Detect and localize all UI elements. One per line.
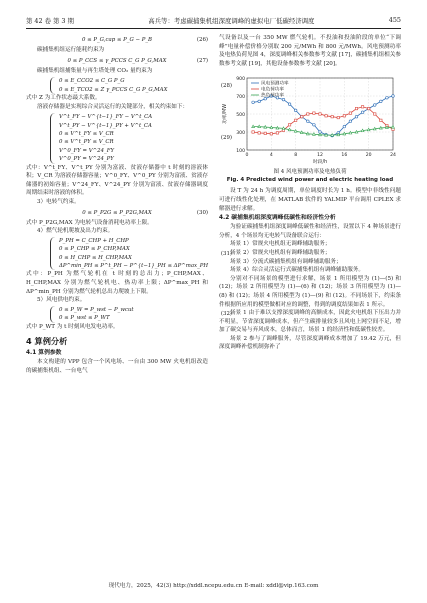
equation-29-line-3: 0 ≤ V^t_FY ≤ V_CR bbox=[59, 131, 114, 137]
paragraph-solver: 设 T 为 24 h 为调度周期，单位调度时长为 1 h。模型中非线性问题可进行线性化处理，在 MATLAB 软件的 YALMIP 平台调用 CPLEX 求解器进行求解。 bbox=[219, 188, 401, 212]
heading-p2g-constraint: 3）电转气约束。 bbox=[37, 199, 80, 205]
data-point bbox=[367, 129, 370, 132]
equation-28-number: (28) bbox=[220, 82, 232, 89]
paragraph-p2g: 式中 P_P2G,MAX 为电转气设备消耗电功率上限。 bbox=[26, 219, 153, 226]
equation-31-number: (31) bbox=[220, 250, 232, 257]
running-header bbox=[26, 14, 401, 26]
data-point bbox=[349, 112, 351, 114]
data-point bbox=[349, 120, 352, 123]
y-tick-label: 500 bbox=[236, 113, 245, 119]
x-tick-label: 12 bbox=[317, 153, 323, 159]
x-tick-label: 24 bbox=[390, 153, 396, 159]
line-chart-svg bbox=[219, 72, 401, 168]
data-point bbox=[301, 116, 303, 118]
data-point bbox=[307, 113, 309, 115]
figure-4-caption-cn: 图 4 风电预测功率及电热负荷 bbox=[273, 169, 347, 176]
equation-29-line-1: V^t_FY − V^{t−1}_FY − V^t_CA bbox=[59, 114, 153, 121]
equation-29-line-6: V^0_PY = V^24_PY bbox=[59, 156, 114, 163]
equation-31 bbox=[50, 237, 232, 271]
data-point bbox=[331, 116, 333, 118]
x-tick-label: 8 bbox=[294, 153, 298, 159]
article-running-title: 高兵等：考虑碳捕集机组深度调峰的虚拟电厂低碳经济调度 bbox=[148, 16, 315, 25]
y-tick-label: 100 bbox=[236, 149, 245, 155]
equation-29-line-4: 0 ≤ V^t_PY ≤ V_CR bbox=[59, 139, 114, 146]
paragraph-scenario-2: 场景 2 参与了调峰服务，尽管深度调峰成本增加了 19.42 万元，但深度调峰补偿机制弥补了 bbox=[219, 335, 401, 351]
data-point bbox=[343, 115, 345, 117]
paragraph-co2-capture: 碳捕集机组捕集量与再生塔处理 CO₂ 量约束为 bbox=[37, 67, 153, 74]
data-point bbox=[379, 127, 382, 130]
paragraph-chp: 式中：P_PH 为燃气轮机在 t 时刻的总出力；P_CHP,MAX、H_CHP,MAX 分别为燃气轮机电、热功率上限；ΔP^max_PH 和 ΔP^min_PH 分别为燃气轮机总出力爬坡上下限。 bbox=[26, 271, 208, 295]
series-line-1 bbox=[253, 96, 393, 136]
equation-29-line-2: V^t_PY − V^{t−1}_PY + V^t_CA bbox=[59, 122, 152, 129]
data-point bbox=[252, 125, 255, 128]
equation-31-line-3: 0 ≤ H_CHP ≤ H_CHP,MAX bbox=[59, 254, 132, 261]
data-point bbox=[361, 106, 363, 108]
paragraph-scenario-1: 场景 1 由于难以支撑深度调峰的高额成本，因此火电机组下压出力并不明显，节省深度调峰成本，但产生碳排量较多且风电上网空间不足，增加了碳交易与弃风成本，总体而言，场景 1 的经济性和低碳性较差。 bbox=[219, 310, 401, 334]
data-point bbox=[306, 133, 309, 136]
equation-27 bbox=[26, 55, 208, 67]
data-point bbox=[392, 95, 395, 98]
section-4-heading: 4 算例分析 bbox=[26, 336, 68, 347]
equation-32-number: (32) bbox=[220, 311, 232, 318]
scenario-3: 场景 3）分流式碳捕集机组有调峰辅助服务； bbox=[230, 258, 342, 265]
x-tick-label: 4 bbox=[269, 153, 273, 159]
data-point bbox=[355, 108, 357, 110]
equation-29-number: (29) bbox=[220, 135, 232, 142]
equation-28 bbox=[50, 77, 232, 94]
equation-27-number: (27) bbox=[196, 57, 208, 64]
data-point bbox=[252, 101, 255, 104]
paragraph-storage-variables: 式中：V^t_FY、V^t_PY 分别为富液、贫液存储器中 t 时刻的溶液体积；V_CR 为溶液存储器容量；V^0_FY、V^0_PY 分别为富液、贫液存储器的初始容量；V^24_FY、V^24_PY 分别为富液、贫液存储器调度周期结束时溶液的体积。 bbox=[26, 164, 208, 197]
data-point bbox=[361, 130, 364, 133]
header-rule bbox=[26, 28, 401, 29]
figure-4-caption-en: Fig. 4 Predicted wind power and electric heating load bbox=[226, 177, 394, 184]
equation-31-line-2: 0 ≤ P_CHP ≤ P_CHP,MAX bbox=[59, 246, 130, 253]
y-tick-label: 900 bbox=[236, 77, 245, 83]
data-point bbox=[343, 126, 346, 129]
data-point bbox=[276, 127, 279, 130]
data-point bbox=[264, 133, 266, 135]
paragraph-wind: 式中 P_WT 为 t 时刻风电发电功率。 bbox=[26, 323, 119, 330]
paragraph-4-2: 为验证碳捕集机组深度调峰低碳性和经济性，设置以下 4 种场景进行分析，4 个场景均无电转气设备联合运行： bbox=[219, 224, 401, 239]
scenario-4: 场景 4）综合灵活运行式碳捕集机组有调峰辅助服务。 bbox=[230, 267, 364, 274]
data-point bbox=[288, 124, 290, 126]
data-point bbox=[282, 127, 285, 130]
data-point bbox=[343, 133, 346, 136]
equation-26 bbox=[26, 34, 208, 46]
data-point bbox=[313, 124, 316, 127]
data-point bbox=[252, 131, 254, 133]
data-point bbox=[355, 116, 358, 119]
data-point bbox=[367, 108, 369, 110]
data-point bbox=[294, 130, 297, 133]
data-point bbox=[373, 128, 376, 131]
x-tick-label: 0 bbox=[245, 153, 249, 159]
section-4-1-heading: 4.1 算例参数 bbox=[26, 350, 62, 357]
data-point bbox=[313, 112, 315, 114]
paragraph-z-coefficient: 式中 Z 为工作状态最大系数。 bbox=[26, 95, 101, 101]
series-line-3 bbox=[253, 127, 393, 136]
data-point bbox=[270, 126, 273, 129]
data-point bbox=[294, 119, 296, 121]
data-point bbox=[264, 126, 267, 129]
data-point bbox=[392, 128, 394, 130]
paragraph-models: 分别对不同场景的模型进行求解，场景 1 所用模型为 (1)—(5) 和 (12)；场景 2 所用模型为 (1)—(6) 和 (12)；场景 3 所用模型为 (1)—(8) 和 (12)；场景 4 所用模型为 (1)—(9) 和 (12)。不同场景下，约束条件根据所应用的模型做相对应的调整，得到的调度结果如表 1 所示。 bbox=[219, 275, 401, 308]
equation-30-number: (30) bbox=[196, 209, 208, 216]
equation-32 bbox=[50, 306, 232, 323]
page-number: 455 bbox=[388, 16, 401, 24]
data-point bbox=[319, 134, 322, 137]
equation-32-line-2: 0 ≤ P_wst ≤ P_WT bbox=[59, 315, 110, 322]
x-tick-label: 20 bbox=[365, 153, 372, 159]
data-point bbox=[258, 132, 260, 134]
paragraph-vpp-continued: 气设备以及一台 350 MW 燃气轮机。不投油和投油阶段的单位“下调峰”电量补偿价格分别取 200 元/MWh 和 800 元/MWh。风电预测功率及电热负荷见图 4，深度调峰相关参数参考文献 [17]，碳捕集机组相关参数参考文献 [19]，其他设备参数参考文献 [20]。 bbox=[219, 35, 401, 67]
data-point bbox=[337, 117, 339, 119]
heading-chp-constraint: 4）燃气轮机爬坡及出力约束。 bbox=[37, 228, 114, 235]
legend-label: 风电预测功率 bbox=[261, 82, 289, 88]
data-point bbox=[331, 134, 334, 137]
data-point bbox=[288, 103, 291, 106]
x-tick-label: 16 bbox=[341, 153, 348, 159]
data-point bbox=[270, 133, 272, 135]
equation-31-line-4: ΔP^min_PH ≤ P^t_PH − P^{t−1}_PH ≤ ΔP^max_PH bbox=[59, 263, 209, 269]
y-axis-label: 功率/MW bbox=[223, 104, 228, 125]
x-axis-label: 时段/h bbox=[312, 160, 328, 166]
equation-26-body: 0 ≤ P_G,cap ≤ P_G − P_B bbox=[81, 37, 152, 43]
legend-label: 热负荷功率 bbox=[261, 94, 284, 100]
equation-30-body: 0 ≤ P_P2G ≤ P_P2G,MAX bbox=[82, 209, 152, 216]
data-point bbox=[288, 129, 291, 132]
legend-label: 电负荷功率 bbox=[261, 88, 284, 94]
y-tick-label: 300 bbox=[236, 131, 245, 137]
data-point bbox=[313, 133, 316, 136]
data-point bbox=[392, 126, 395, 129]
data-point bbox=[361, 111, 364, 114]
figure-4-chart bbox=[219, 72, 401, 168]
paragraph-ccs-energy: 碳捕集机组运行能耗约束为 bbox=[37, 47, 105, 53]
data-point bbox=[294, 109, 297, 112]
equation-27-body: 0 ≤ P_CCS ≤ γ_PCCS C_G P_G,MAX bbox=[67, 57, 167, 64]
data-point bbox=[258, 100, 261, 103]
equation-31-line-1: P_PH = C_CHP + H_CHP bbox=[59, 237, 129, 244]
heading-wind-constraint: 5）风电供电约束。 bbox=[37, 297, 86, 304]
journal-issue: 第 42 卷 第 3 期 bbox=[26, 16, 74, 25]
data-point bbox=[325, 115, 327, 117]
equation-32-line-1: 0 ≤ P_W = P_wst − P_wcut bbox=[59, 306, 134, 313]
data-point bbox=[300, 131, 303, 134]
data-point bbox=[374, 113, 376, 115]
data-point bbox=[380, 119, 382, 121]
data-point bbox=[355, 131, 358, 134]
data-point bbox=[386, 97, 389, 100]
series-line-2 bbox=[253, 107, 393, 134]
page-footer: 现代电力，2025，42(3) http://xddl.ncepu.edu.cn E-mail: xddl@vip.163.com bbox=[108, 583, 319, 589]
scenario-2: 场景 2）常规火电机组有调峰辅助服务； bbox=[230, 249, 331, 256]
data-point bbox=[258, 125, 261, 128]
section-4-2-heading: 4.2 碳捕集机组深度调峰低碳性和经济性分析 bbox=[219, 215, 336, 222]
paragraph-storage: 溶液存储器是实现综合灵活运行的关键部分，相关约束如下： bbox=[37, 103, 189, 110]
data-point bbox=[373, 104, 376, 107]
data-point bbox=[380, 100, 383, 103]
right-column bbox=[219, 34, 401, 352]
data-point bbox=[319, 113, 321, 115]
data-point bbox=[276, 132, 278, 134]
equation-29-line-5: V^0_FY = V^24_FY bbox=[59, 147, 115, 154]
y-tick-label: 700 bbox=[236, 95, 245, 101]
paragraph-4-1: 本文构建的 VPP 包含一个风电场、一台由 300 MW 火电机组改造的碳捕集机组、一台电气 bbox=[26, 359, 208, 374]
equation-28-line-2: 0 ≤ E_TCO2 ≤ Z γ_PCCS C_G P_G,MAX bbox=[59, 86, 168, 93]
equation-26-number: (26) bbox=[196, 37, 208, 43]
data-point bbox=[307, 120, 310, 123]
scenario-1: 场景 1）常规火电机组无调峰辅助服务； bbox=[230, 241, 331, 248]
equation-28-line-1: 0 ≤ E_CCO2 ≤ C_G P_G bbox=[59, 78, 125, 85]
equation-30 bbox=[26, 207, 208, 219]
